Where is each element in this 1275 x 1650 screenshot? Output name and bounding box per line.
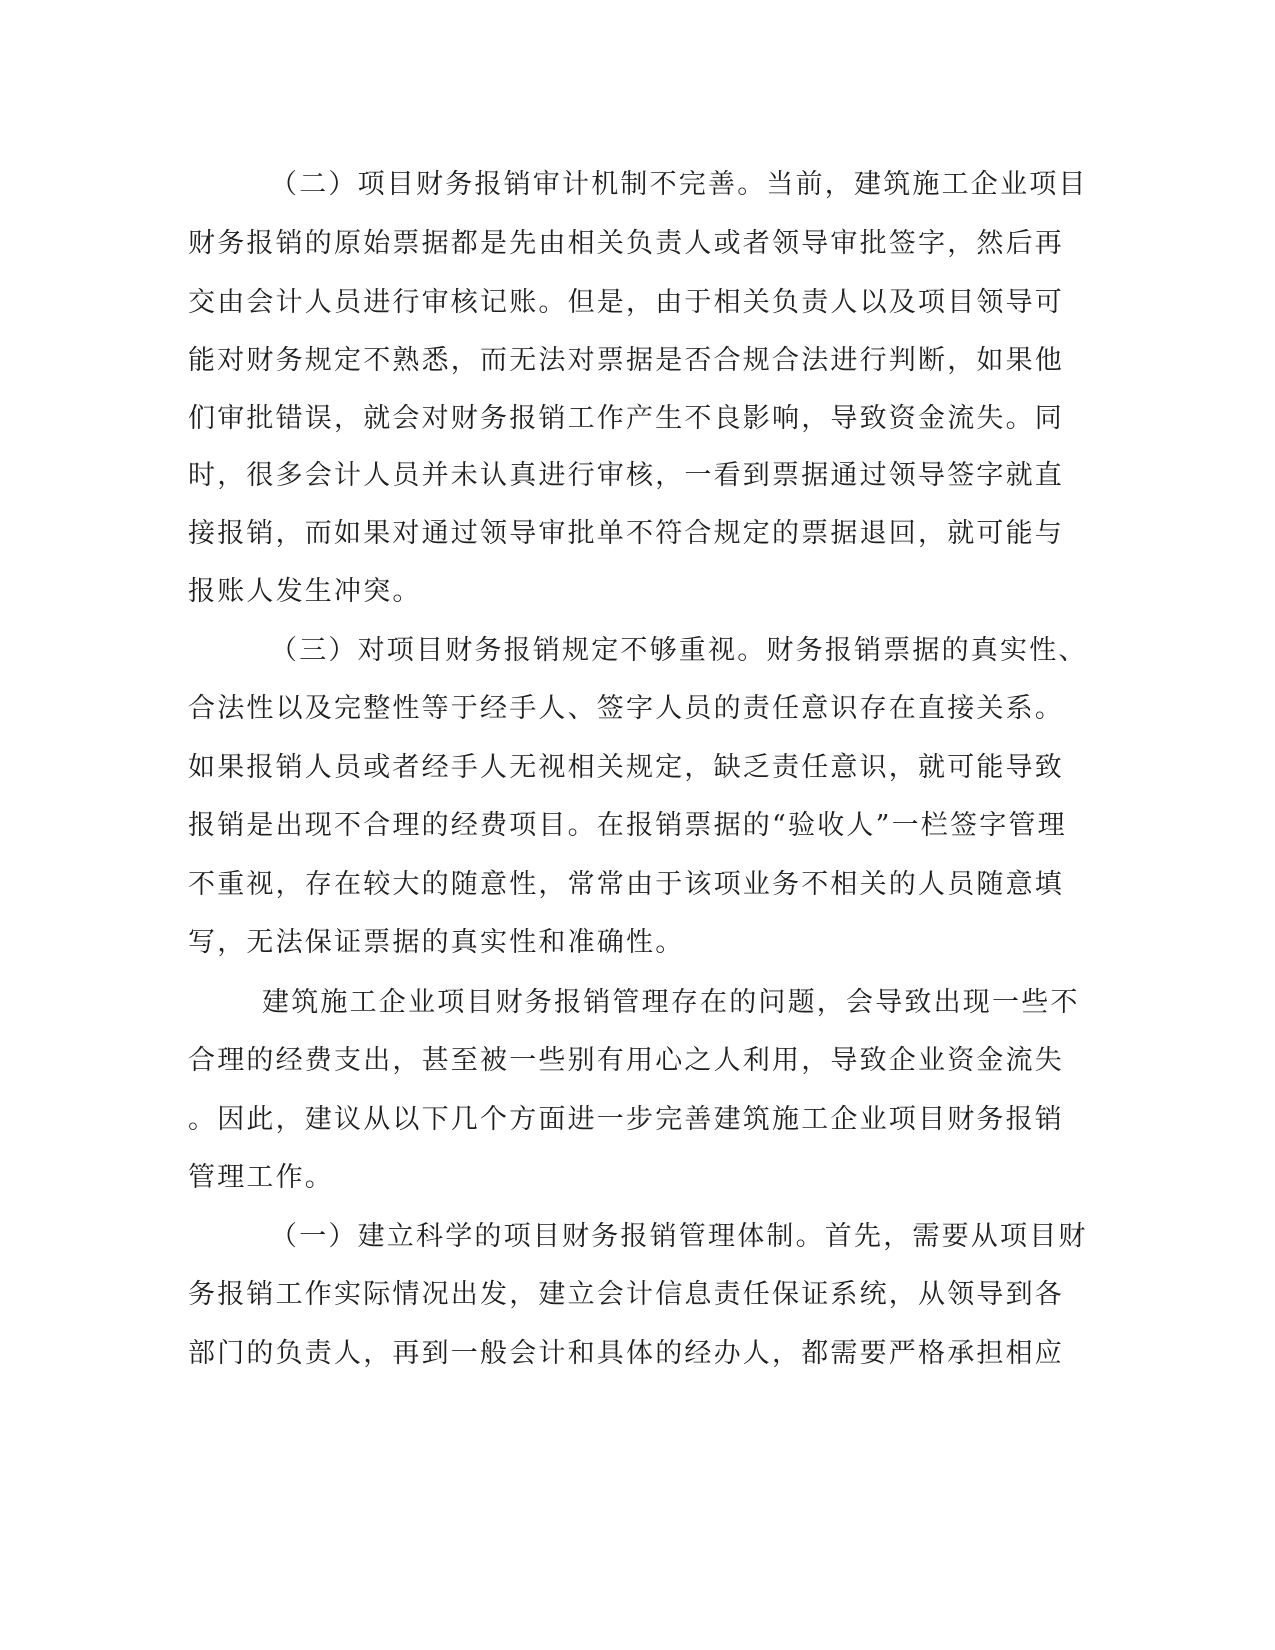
paragraph-2-line-4: 报销是出现不合理的经费项目。在报销票据的“验收人”一栏签字管理 bbox=[188, 810, 1067, 841]
paragraph-1-line-6: 时，很多会计人员并未认真进行审核，一看到票据通过领导签字就直 bbox=[188, 460, 1064, 491]
paragraph-1-line-3: 交由会计人员进行审核记账。但是，由于相关负责人以及项目领导可 bbox=[188, 287, 1064, 318]
paragraph-2-line-3: 如果报销人员或者经手人无视相关规定，缺乏责任意识，就可能导致 bbox=[188, 752, 1064, 783]
paragraph-1-line-5: 们审批错误，就会对财务报销工作产生不良影响，导致资金流失。同 bbox=[188, 403, 1064, 434]
paragraph-2-line-1: （三）对项目财务报销规定不够重视。财务报销票据的真实性、 bbox=[270, 635, 1088, 666]
paragraph-1-line-7: 接报销，而如果对通过领导审批单不符合规定的票据退回，就可能与 bbox=[188, 518, 1064, 549]
paragraph-1-line-8: 报账人发生冲突。 bbox=[188, 576, 422, 607]
paragraph-4-line-3: 部门的负责人，再到一般会计和具体的经办人，都需要严格承担相应 bbox=[188, 1338, 1064, 1369]
paragraph-3-line-4: 管理工作。 bbox=[188, 1162, 334, 1193]
paragraph-2-line-6: 写，无法保证票据的真实性和准确性。 bbox=[188, 927, 685, 958]
paragraph-1-line-1: （二）项目财务报销审计机制不完善。当前，建筑施工企业项目 bbox=[270, 169, 1088, 200]
paragraph-3-line-3: 。因此，建议从以下几个方面进一步完善建筑施工企业项目财务报销 bbox=[188, 1104, 1064, 1135]
paragraph-1-line-4: 能对财务规定不熟悉，而无法对票据是否合规合法进行判断，如果他 bbox=[188, 345, 1064, 376]
paragraph-2-line-5: 不重视，存在较大的随意性，常常由于该项业务不相关的人员随意填 bbox=[188, 869, 1064, 900]
paragraph-4-line-2: 务报销工作实际情况出发，建立会计信息责任保证系统，从领导到各 bbox=[188, 1279, 1064, 1310]
paragraph-3-line-2: 合理的经费支出，甚至被一些别有用心之人利用，导致企业资金流失 bbox=[188, 1045, 1064, 1076]
paragraph-2-line-2: 合法性以及完整性等于经手人、签字人员的责任意识存在直接关系。 bbox=[188, 693, 1064, 724]
paragraph-4-line-1: （一）建立科学的项目财务报销管理体制。首先，需要从项目财 bbox=[270, 1221, 1088, 1252]
paragraph-1-line-2: 财务报销的原始票据都是先由相关负责人或者领导审批签字，然后再 bbox=[188, 228, 1064, 259]
paragraph-3-line-1: 建筑施工企业项目财务报销管理存在的问题，会导致出现一些不 bbox=[262, 987, 1080, 1018]
